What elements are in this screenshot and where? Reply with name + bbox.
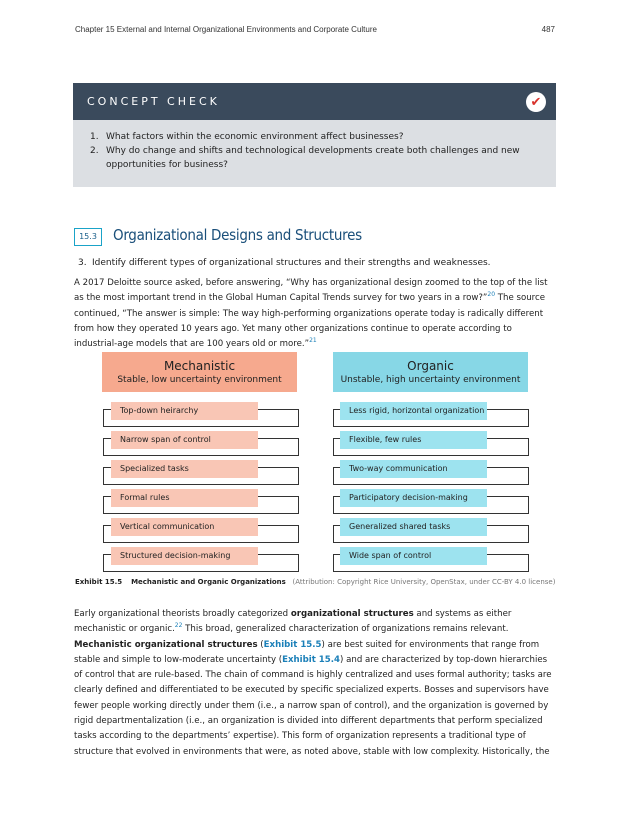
para-text: Early organizational theorists broadly categorized: [74, 609, 291, 619]
organic-item: Flexible, few rules: [340, 431, 487, 449]
mechanistic-title: Mechanistic: [163, 359, 236, 373]
concept-check-item: [73, 144, 544, 172]
exhibit-title: Mechanistic and Organic Organizations: [131, 578, 286, 586]
para-text: ) are best suited for environments that range from stable and simple to low-moderate uncertainty (: [74, 639, 540, 665]
item-text: Why do change and shifts and technological developments create both challenges and new opportunities for business?: [106, 146, 520, 170]
organic-title: Organic: [407, 359, 454, 373]
page-header: [75, 25, 555, 34]
checkmark-icon: ✔: [526, 92, 546, 112]
mechanistic-header: [102, 352, 297, 392]
organic-item: Two-way communication: [340, 460, 487, 478]
exhibit-15-4-link[interactable]: Exhibit 15.4: [282, 654, 341, 665]
para-text: A 2017 Deloitte source asked, before answering, “Why has organizational design zoomed to the top of the list as the most important trend in the Global Human Capital Trends survey for two years in a row?”: [74, 278, 548, 304]
para-text: and systems as either mechanistic or organic.: [74, 609, 512, 635]
concept-check-item: [73, 130, 544, 144]
objective-number: 3.: [78, 258, 87, 268]
item-text: What factors within the economic environment affect businesses?: [106, 132, 404, 142]
para-text: This broad, generalized characterization of organizations remains relevant.: [182, 624, 509, 635]
organic-item: Wide span of control: [340, 547, 487, 565]
mechanistic-item: Narrow span of control: [111, 431, 258, 449]
section-title: Organizational Designs and Structures: [113, 226, 362, 244]
item-number: 1.: [90, 132, 99, 142]
footnote-ref-20[interactable]: 20: [487, 291, 496, 299]
mechanistic-item: Specialized tasks: [111, 460, 258, 478]
footnote-ref-21[interactable]: 21: [309, 337, 317, 345]
paragraph-intro: [74, 276, 556, 352]
exhibit-caption: [75, 578, 555, 586]
concept-check-box: [73, 83, 556, 187]
concept-check-title: CONCEPT CHECK: [87, 95, 220, 108]
exhibit-label: Exhibit 15.5: [75, 578, 123, 586]
section-number: 15.3: [74, 228, 102, 246]
chapter-title: Chapter 15 External and Internal Organizational Environments and Corporate Culture: [75, 25, 377, 34]
para-text: The source continued, “The answer is simple: The way high-performing organizations operate today is radically different from how they operated 10 years ago. Yet many other organizations continue to operate according to industrial-age models that are 100 years old or more.”: [74, 293, 546, 350]
page-number: 487: [541, 25, 555, 34]
exhibit-15-5-link[interactable]: Exhibit 15.5: [263, 639, 322, 650]
mechanistic-subtitle: Stable, low uncertainty environment: [117, 375, 282, 385]
key-term: Mechanistic organizational structures: [74, 639, 258, 650]
footnote-ref-22[interactable]: 22: [174, 622, 183, 630]
organic-item: Participatory decision-making: [340, 489, 487, 507]
organic-item: Generalized shared tasks: [340, 518, 487, 536]
organic-subtitle: Unstable, high uncertainty environment: [340, 375, 521, 385]
learning-objective: [78, 258, 491, 268]
objective-text: Identify different types of organizational structures and their strengths and weaknesses.: [92, 258, 491, 268]
organic-item: Less rigid, horizontal organization: [340, 402, 487, 420]
concept-check-header: [73, 83, 556, 120]
exhibit-attribution: (Attribution: Copyright Rice University, OpenStax, under CC-BY 4.0 license): [292, 578, 556, 586]
item-number: 2.: [90, 146, 99, 156]
para-text: (: [257, 639, 264, 650]
mechanistic-item: Formal rules: [111, 489, 258, 507]
mechanistic-item: Top-down heirarchy: [111, 402, 258, 420]
mechanistic-item: Vertical communication: [111, 518, 258, 536]
para-text: ) and are characterized by top-down hierarchies of control that are rule-based. The chain of command is highly centralized and uses formal authority; tasks are clearly defined and differentiated to be executed by specific specialized experts. Bosses and supervisors have fewer people working directly under them (i.e., a narrow span of control), and the organization is governed by rigid departmentalization (i.e., an organization is divided into different departments that perform specialized tasks according to the departments’ expertise). This form of organization represents a traditional type of structure that evolved in environments that were, as noted above, stable with low complexity. Historically, the: [74, 654, 552, 757]
concept-check-list: [73, 130, 544, 172]
key-term: organizational structures: [290, 609, 414, 619]
mechanistic-item: Structured decision-making: [111, 547, 258, 565]
organic-header: [333, 352, 528, 392]
paragraph-body: [74, 607, 556, 760]
